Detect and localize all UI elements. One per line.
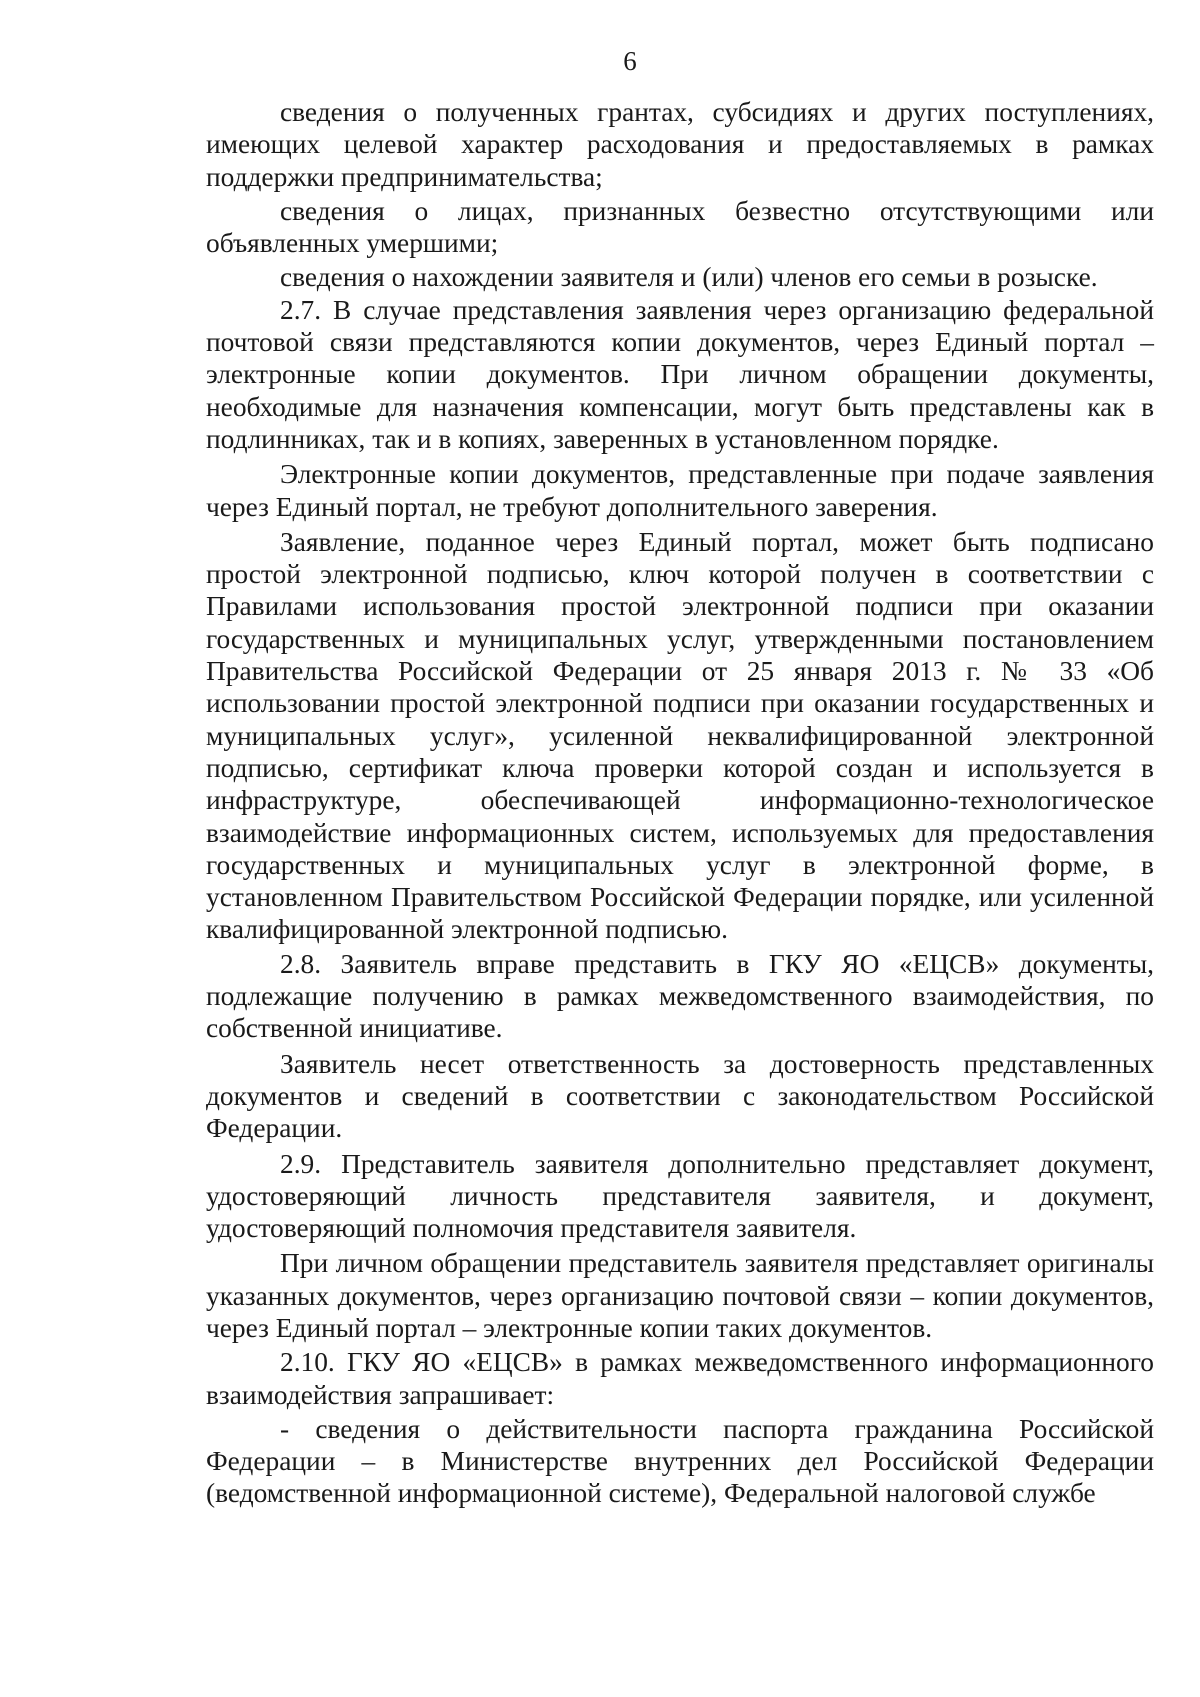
paragraph-2-9: 2.9. Представитель заявителя дополнительно представляет документ, удостоверяющий личность представителя заявителя, и документ, удостоверяющий полномочия представителя заявителя. (206, 1148, 1154, 1244)
paragraph-applicant-responsibility: Заявитель несет ответственность за достоверность представленных документов и сведений в соответствии с законодательством Российской Федерации. (206, 1048, 1154, 1144)
paragraph-2-7: 2.7. В случае представления заявления через организацию федеральной почтовой связи представляются копии документов, через Единый портал – электронные копии документов. При личном обращении документы, необходимые для назначения компенсации, могут быть представлены как в подлинниках, так и в копиях, заверенных в установленном порядке. (206, 294, 1154, 454)
paragraph-2-8: 2.8. Заявитель вправе представить в ГКУ ЯО «ЕЦСВ» документы, подлежащие получению в рамках межведомственного взаимодействия, по собственной инициативе. (206, 948, 1154, 1044)
paragraph-electronic-signature: Заявление, поданное через Единый портал, может быть подписано простой электронной подписью, ключ которой получен в соответствии с Правилами использования простой электронной подписи при оказании государственных и муниципальных услуг, утвержденными постановлением Правительства Российской Федерации от 25 января 2013 г. № 33 «Об использовании простой электронной подписи при оказании государственных и муниципальных услуг», усиленной неквалифицированной электронной подписью, сертификат ключа проверки которой создан и используется в инфраструктуре, обеспечивающей информационно-технологическое взаимодействие информационных систем, используемых для предоставления государственных и муниципальных услуг в электронной форме, в установленном Правительством Российской Федерации порядке, или усиленной квалифицированной электронной подписью. (206, 526, 1154, 945)
document-body (206, 96, 1154, 1510)
paragraph-electronic-copies: Электронные копии документов, представленные при подаче заявления через Единый портал, не требуют дополнительного заверения. (206, 459, 1154, 522)
paragraph-grants-info: сведения о полученных грантах, субсидиях и других поступлениях, имеющих целевой характер расходования и предоставляемых в рамках поддержки предпринимательства; (206, 97, 1154, 192)
paragraph-wanted-list-info: сведения о нахождении заявителя и (или) членов его семьи в розыске. (280, 262, 1098, 293)
paragraph-passport-validity: - сведения о действительности паспорта гражданина Российской Федерации – в Министерстве внутренних дел Российской Федерации (ведомственной информационной системе), Федеральной налоговой службе (206, 1413, 1154, 1509)
page-number: 6 (623, 46, 637, 76)
paragraph-2-10: 2.10. ГКУ ЯО «ЕЦСВ» в рамках межведомственного информационного взаимодействия запрашивает: (206, 1347, 1154, 1410)
paragraph-personal-visit: При личном обращении представитель заявителя представляет оригиналы указанных документов, через организацию почтовой связи – копии документов, через Единый портал – электронные копии таких документов. (206, 1248, 1154, 1343)
paragraph-missing-persons-info: сведения о лицах, признанных безвестно отсутствующими или объявленных умершими; (206, 195, 1154, 259)
